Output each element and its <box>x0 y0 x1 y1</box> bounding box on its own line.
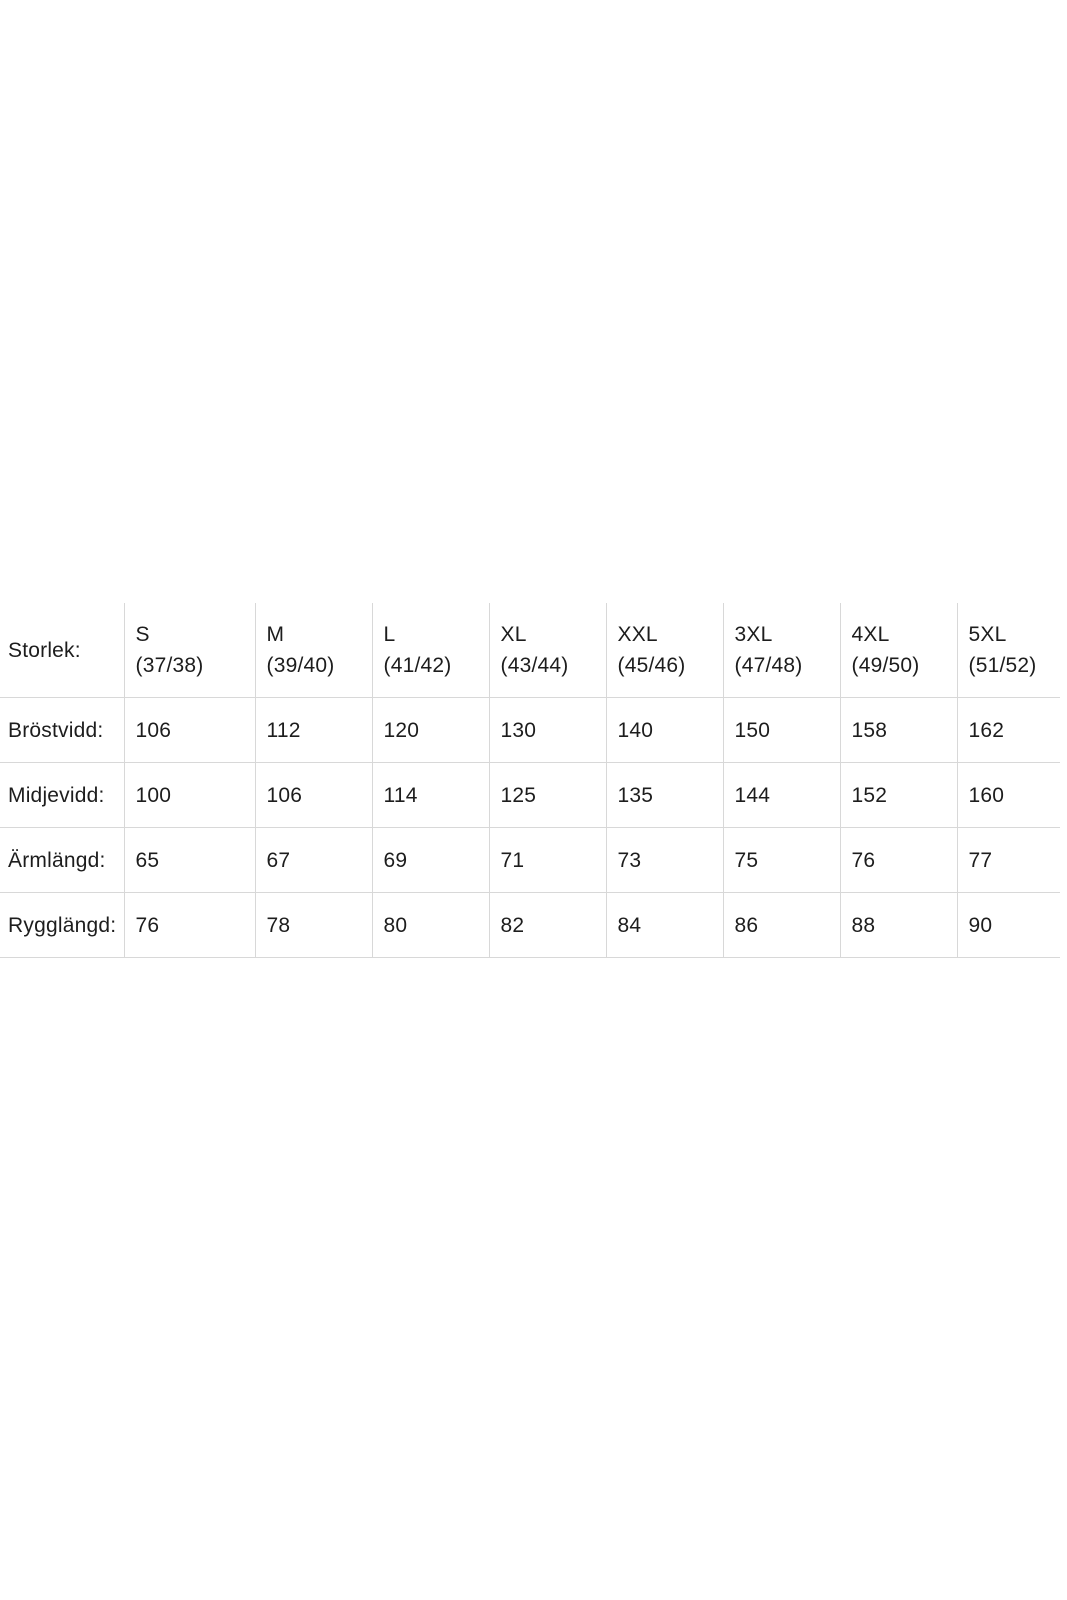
header-cell-xxl <box>606 603 723 698</box>
header-size-numeric: (41/42) <box>383 654 452 677</box>
header-size-numeric: (45/46) <box>617 654 686 677</box>
table-cell: 162 <box>957 698 1060 763</box>
header-cell-s <box>124 603 255 698</box>
table-cell: 84 <box>606 893 723 958</box>
table-cell: 75 <box>723 828 840 893</box>
header-cell-l <box>372 603 489 698</box>
header-size-name: M <box>266 623 285 646</box>
size-chart-table <box>0 603 1060 958</box>
header-cell-m <box>255 603 372 698</box>
table-cell: 73 <box>606 828 723 893</box>
header-size-numeric: (47/48) <box>734 654 803 677</box>
row-label: Ärmlängd: <box>0 828 124 893</box>
header-cell-xl <box>489 603 606 698</box>
table-cell: 82 <box>489 893 606 958</box>
header-size-numeric: (39/40) <box>266 654 335 677</box>
table-cell: 106 <box>124 698 255 763</box>
table-row <box>0 763 1060 828</box>
row-label: Midjevidd: <box>0 763 124 828</box>
table-cell: 76 <box>124 893 255 958</box>
table-row <box>0 828 1060 893</box>
table-cell: 112 <box>255 698 372 763</box>
header-size-name: 5XL <box>968 623 1007 646</box>
table-cell: 80 <box>372 893 489 958</box>
table-row <box>0 698 1060 763</box>
header-cell-4xl <box>840 603 957 698</box>
table-cell: 100 <box>124 763 255 828</box>
table-header-row <box>0 603 1060 698</box>
table-cell: 106 <box>255 763 372 828</box>
table-cell: 90 <box>957 893 1060 958</box>
row-label: Rygglängd: <box>0 893 124 958</box>
table-cell: 135 <box>606 763 723 828</box>
header-size-numeric: (51/52) <box>968 654 1037 677</box>
table-cell: 69 <box>372 828 489 893</box>
size-chart <box>0 603 1042 958</box>
table-cell: 160 <box>957 763 1060 828</box>
table-cell: 77 <box>957 828 1060 893</box>
table-cell: 67 <box>255 828 372 893</box>
table-cell: 71 <box>489 828 606 893</box>
header-cell-3xl <box>723 603 840 698</box>
header-cell-size-label <box>0 603 124 698</box>
table-row <box>0 893 1060 958</box>
table-cell: 88 <box>840 893 957 958</box>
header-label-text: Storlek: <box>8 638 81 662</box>
table-cell: 130 <box>489 698 606 763</box>
header-size-numeric: (37/38) <box>135 654 204 677</box>
header-size-numeric: (43/44) <box>500 654 569 677</box>
table-cell: 140 <box>606 698 723 763</box>
header-size-name: XL <box>500 623 527 646</box>
header-size-name: L <box>383 623 396 646</box>
header-size-name: XXL <box>617 623 658 646</box>
header-size-name: 4XL <box>851 623 890 646</box>
table-cell: 125 <box>489 763 606 828</box>
row-label: Bröstvidd: <box>0 698 124 763</box>
table-cell: 150 <box>723 698 840 763</box>
table-cell: 152 <box>840 763 957 828</box>
table-cell: 78 <box>255 893 372 958</box>
table-cell: 86 <box>723 893 840 958</box>
table-cell: 114 <box>372 763 489 828</box>
header-size-name: 3XL <box>734 623 773 646</box>
header-cell-5xl <box>957 603 1060 698</box>
table-cell: 76 <box>840 828 957 893</box>
table-cell: 158 <box>840 698 957 763</box>
table-cell: 65 <box>124 828 255 893</box>
table-cell: 120 <box>372 698 489 763</box>
header-size-numeric: (49/50) <box>851 654 920 677</box>
header-size-name: S <box>135 623 150 646</box>
table-cell: 144 <box>723 763 840 828</box>
